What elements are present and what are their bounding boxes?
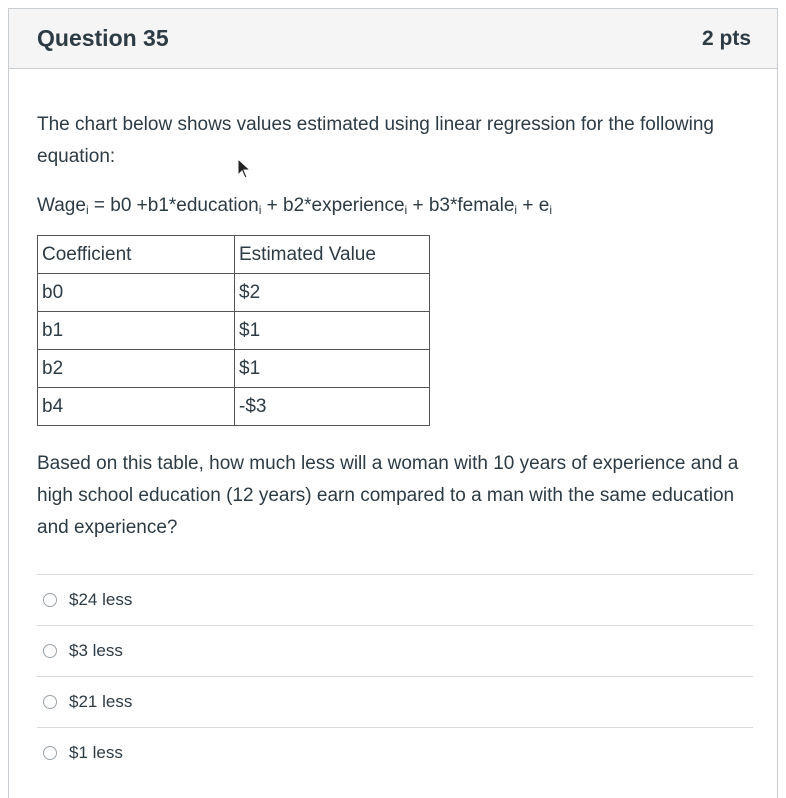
table-cell: $1 [235, 312, 430, 350]
answer-option[interactable] [37, 626, 753, 677]
radio-button[interactable] [43, 644, 57, 658]
question-prompt: The chart below shows values estimated using linear regression for the following equation: [37, 114, 714, 167]
eq-sub: i [549, 203, 552, 217]
eq-part1: = b0 +b1*education [88, 195, 259, 216]
answer-label: $3 less [69, 641, 123, 660]
table-cell: b2 [38, 350, 235, 388]
answer-option[interactable] [37, 677, 753, 728]
question-title: Question 35 [37, 25, 169, 51]
answer-label: $24 less [69, 590, 133, 609]
answer-option[interactable] [37, 575, 753, 626]
radio-button[interactable] [43, 695, 57, 709]
answer-list [37, 574, 753, 778]
table-cell: b0 [38, 274, 235, 312]
table-cell: $2 [235, 274, 430, 312]
table-row [38, 350, 430, 388]
eq-wage: Wage [37, 195, 86, 216]
eq-sub: i [514, 203, 518, 217]
mouse-cursor-icon [237, 158, 253, 180]
table-cell: -$3 [235, 388, 430, 426]
radio-button[interactable] [43, 593, 57, 607]
answer-label: $21 less [69, 692, 133, 711]
eq-part2: + b2*experience [261, 195, 405, 216]
answer-option[interactable] [37, 728, 753, 778]
question-points: 2 pts [701, 26, 751, 50]
question-card [8, 8, 778, 798]
table-cell: b4 [38, 388, 235, 426]
table-header-cell: Estimated Value [235, 236, 430, 274]
eq-sub: i [404, 203, 408, 217]
radio-button[interactable] [43, 746, 57, 760]
table-cell: b1 [38, 312, 235, 350]
table-header-cell: Coefficient [38, 236, 235, 274]
coefficient-table [37, 235, 430, 426]
table-cell: $1 [235, 350, 430, 388]
regression-equation [37, 191, 749, 221]
question-header [9, 9, 777, 69]
table-row [38, 388, 430, 426]
question-content [9, 69, 777, 778]
table-header-row [38, 236, 430, 274]
answer-label: $1 less [69, 743, 123, 762]
eq-sub: i [85, 203, 89, 217]
eq-sub: i [258, 203, 262, 217]
table-row [38, 274, 430, 312]
question-text: Based on this table, how much less will a woman with 10 years of experience and a high school education (12 years) earn compared to a man with the same education and experience? [37, 453, 739, 538]
eq-part4: + e [517, 195, 550, 216]
table-row [38, 312, 430, 350]
eq-part3: + b3*female [407, 195, 515, 216]
